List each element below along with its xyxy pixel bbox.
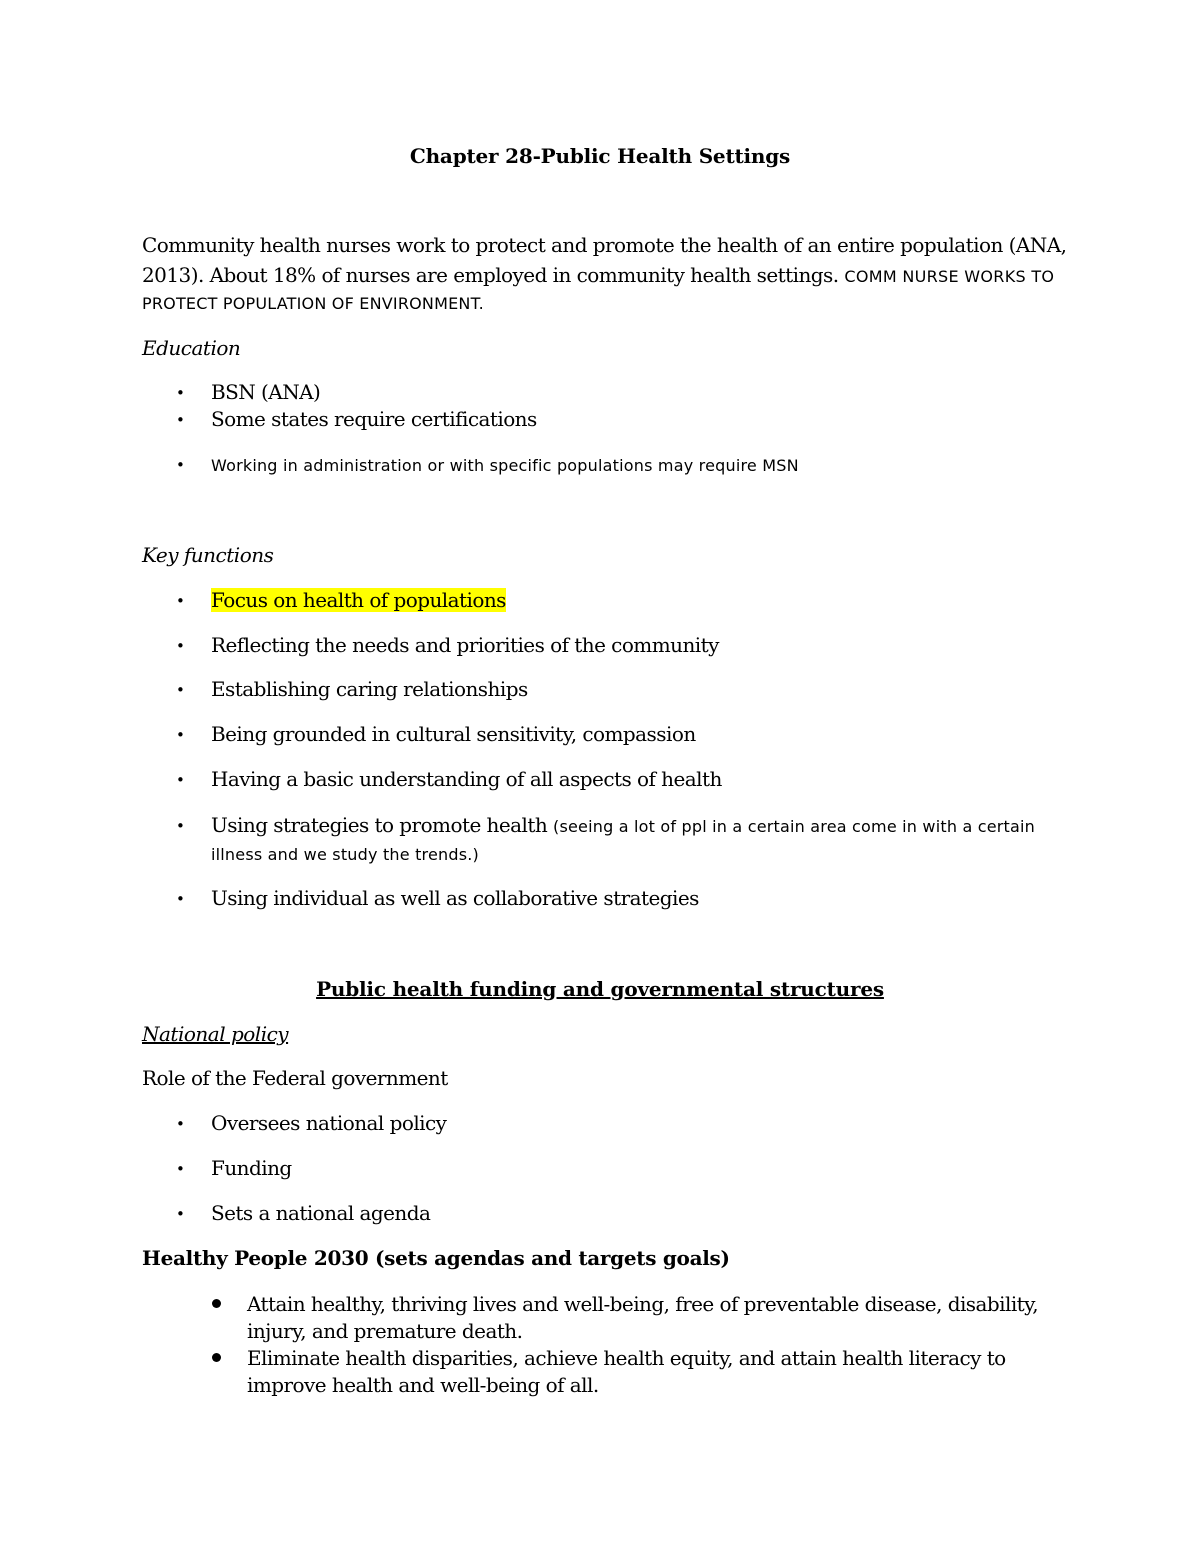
bullet: • [176, 681, 185, 699]
intro-line-2 [142, 263, 1054, 287]
key-function-item [211, 588, 506, 612]
key-functions-heading: Key functions [142, 543, 274, 567]
section-heading: Public health funding and governmental structures [316, 977, 884, 1001]
key-function-item: Establishing caring relationships [211, 677, 528, 701]
key-function-note: (seeing a lot of ppl in a certain area come in with a certain [553, 817, 1036, 836]
federal-role-item: Oversees national policy [211, 1111, 447, 1135]
bullet: • [176, 1205, 185, 1223]
healthy-people-item: Attain healthy, thriving lives and well-being, free of preventable disease, disability, [247, 1292, 1039, 1316]
education-item: Some states require certifications [211, 407, 537, 431]
bullet: • [176, 890, 185, 908]
key-function-item: Being grounded in cultural sensitivity, compassion [211, 722, 696, 746]
key-function-item [211, 813, 1035, 837]
role-text: Role of the Federal government [142, 1066, 448, 1090]
highlighted-text: Focus on health of populations [211, 588, 506, 612]
bullet-dot [212, 1353, 221, 1362]
bullet: • [176, 411, 185, 429]
bullet: • [176, 1160, 185, 1178]
key-function-item: Reflecting the needs and priorities of the community [211, 633, 719, 657]
key-function-item: Having a basic understanding of all aspects of health [211, 767, 722, 791]
bullet-dot [212, 1299, 221, 1308]
healthy-people-heading: Healthy People 2030 (sets agendas and targets goals) [142, 1246, 730, 1270]
bullet: • [176, 726, 185, 744]
bullet: • [176, 1115, 185, 1133]
key-function-note-cont: illness and we study the trends.) [211, 845, 479, 864]
federal-role-item: Funding [211, 1156, 292, 1180]
intro-line-2-caps: COMM NURSE WORKS TO [844, 267, 1055, 286]
key-function-text: Using strategies to promote health [211, 813, 554, 837]
intro-line-3: PROTECT POPULATION OF ENVIRONMENT. [142, 294, 484, 313]
federal-role-item: Sets a national agenda [211, 1201, 431, 1225]
education-item: Working in administration or with specific populations may require MSN [211, 456, 799, 475]
education-item: BSN (ANA) [211, 380, 321, 404]
bullet: • [176, 384, 185, 402]
education-heading: Education [142, 336, 241, 360]
bullet: • [176, 817, 185, 835]
healthy-people-item-cont: injury, and premature death. [247, 1319, 523, 1343]
bullet: • [176, 456, 185, 474]
intro-line-1: Community health nurses work to protect and promote the health of an entire population (ANA, [142, 233, 1067, 257]
national-policy-heading: National policy [142, 1022, 289, 1046]
intro-line-2-text: 2013). About 18% of nurses are employed in community health settings. [142, 263, 845, 287]
healthy-people-item: Eliminate health disparities, achieve health equity, and attain health literacy to [247, 1346, 1006, 1370]
bullet: • [176, 592, 185, 610]
key-function-item: Using individual as well as collaborative strategies [211, 886, 699, 910]
healthy-people-item-cont: improve health and well-being of all. [247, 1373, 599, 1397]
page-title: Chapter 28-Public Health Settings [409, 144, 791, 168]
bullet: • [176, 637, 185, 655]
bullet: • [176, 771, 185, 789]
